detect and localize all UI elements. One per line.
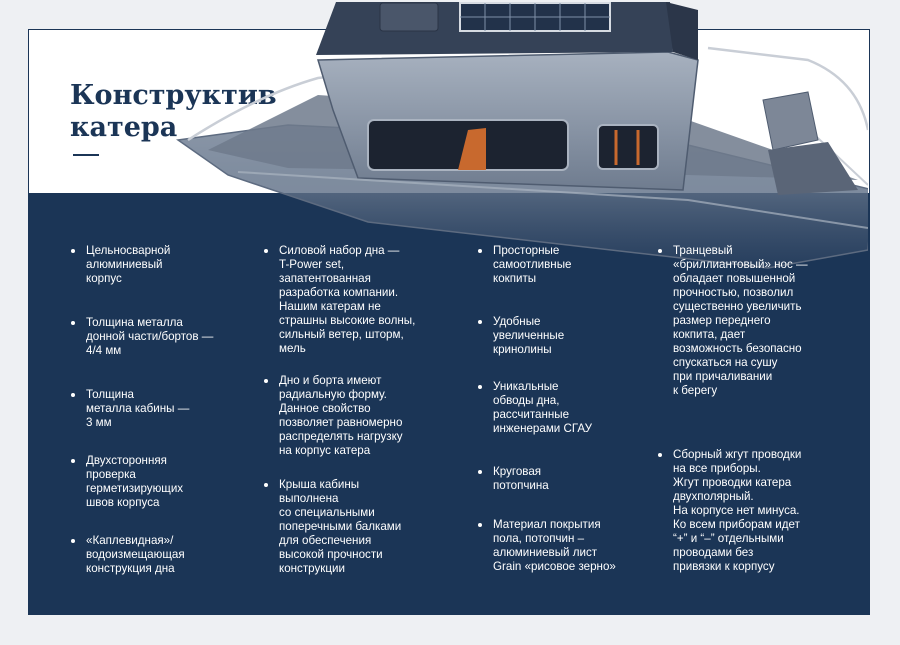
bullet-icon [264,249,268,253]
bullet-icon [658,249,662,253]
bullet-icon [71,249,75,253]
bullet-icon [264,379,268,383]
feature-item: Уникальные обводы дна, рассчитанные инженерами СГАУ [478,380,592,436]
feature-item: Крыша кабины выполнена со специальными поперечными балками для обеспечения высокой прочности конструкции [264,478,401,576]
feature-item: Материал покрытия пола, потопчин – алюминиевый лист Grain «рисовое зерно» [478,518,616,574]
feature-item: Круговая потопчина [478,465,549,493]
feature-item: Силовой набор дна — T-Power set, запатентованная разработка компании. Нашим катерам не страшны высокие волны, сильный ветер, шторм, мель [264,244,415,356]
title-underline [73,154,99,156]
bullet-icon [478,320,482,324]
feature-item: Дно и борта имеют радиальную форму. Данное свойство позволяет равномерно распределять нагрузку на корпус катера [264,374,403,458]
bullet-icon [71,459,75,463]
feature-item: Толщина металла донной части/бортов — 4/4 мм [71,316,213,358]
feature-item: Двухсторонняя проверка герметизирующих швов корпуса [71,454,183,510]
feature-item: Удобные увеличенные кринолины [478,315,564,357]
bullet-icon [71,393,75,397]
feature-item: Сборный жгут проводки на все приборы. Жгут проводки катера двухполярный. На корпусе нет минуса. Ко всем приборам идет “+” и “–” отдельными проводами без привязки к корпусу [658,448,801,574]
boat-image [168,0,868,280]
bullet-icon [478,523,482,527]
feature-item: Цельносварной алюминиевый корпус [71,244,170,286]
bullet-icon [478,470,482,474]
bullet-icon [71,321,75,325]
bullet-icon [264,483,268,487]
feature-item: Толщина металла кабины — 3 мм [71,388,189,430]
page-title: Конструктив катера [70,80,277,143]
feature-item: «Каплевидная»/ водоизмещающая конструкция дна [71,534,185,576]
bullet-icon [478,385,482,389]
feature-item: Транцевый «бриллиантовый» нос — обладает повышенной прочностью, позволил существенно увеличить размер переднего кокпита, дает возможность безопасно спускаться на сушу при причаливании к берегу [658,244,808,398]
feature-item: Просторные самоотливные кокпиты [478,244,572,286]
bullet-icon [71,539,75,543]
bullet-icon [478,249,482,253]
bullet-icon [658,453,662,457]
